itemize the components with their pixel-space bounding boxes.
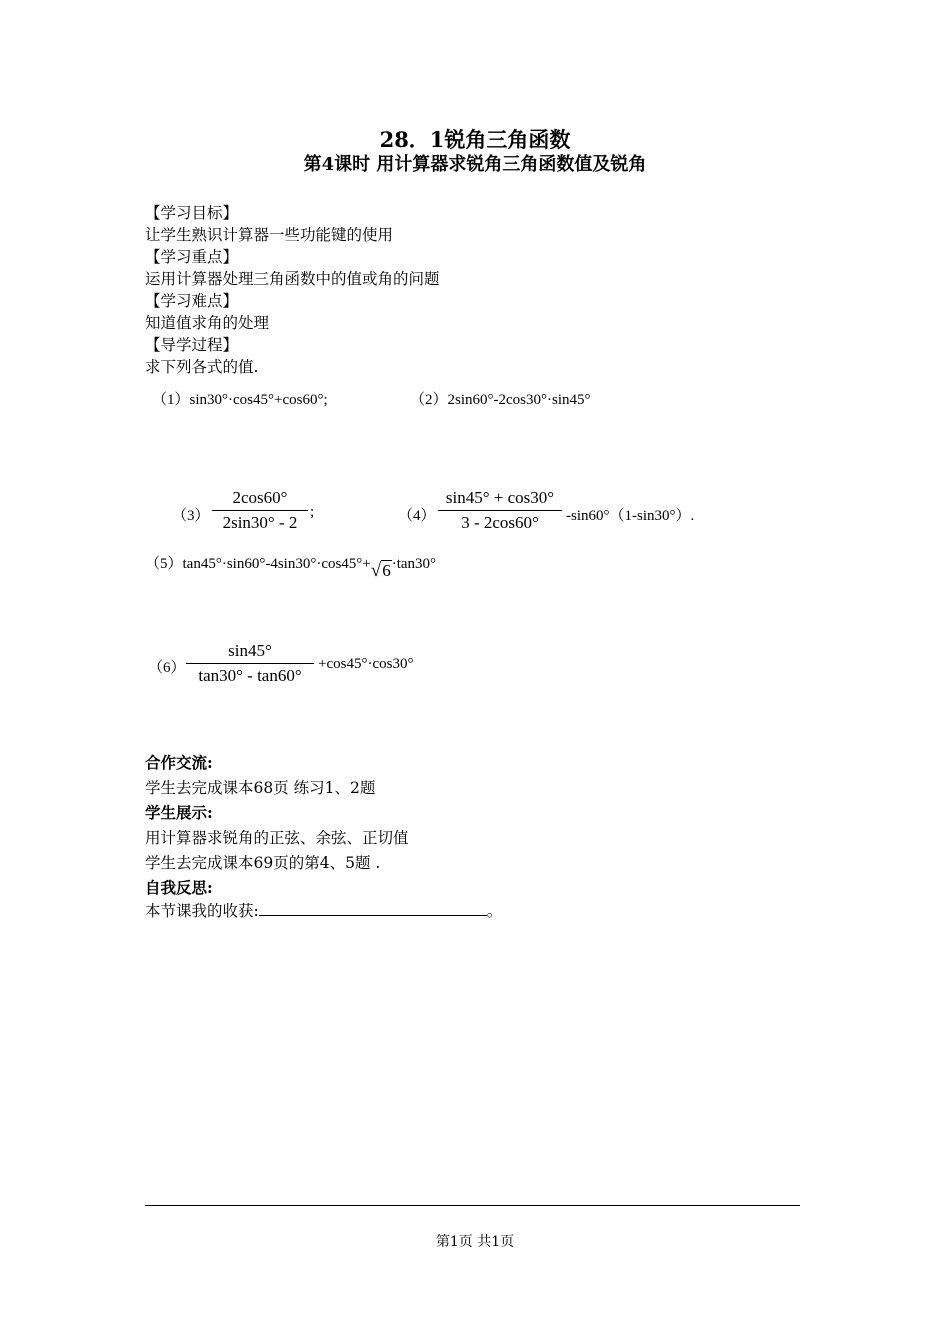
difficulty-text: 知道值求角的处理 <box>145 314 270 332</box>
page-title: 28．1锐角三角函数 <box>379 127 571 152</box>
problem-5-tail: ·tan30° <box>391 556 437 572</box>
answer-blank[interactable] <box>259 901 487 916</box>
problem-5-head: （5）tan45°·sin60°-4sin30°·cos45°+ <box>145 556 371 572</box>
key-text: 运用计算器处理三角函数中的值或角的问题 <box>145 270 440 288</box>
problem-1: （1）sin30°·cos45°+cos60°; <box>152 392 328 408</box>
problem-5 <box>145 552 437 581</box>
problem-3-tail: ; <box>310 504 315 520</box>
problem-6-tail: +cos45°·cos30° <box>318 656 414 672</box>
problem-4-tail: -sin60°（1-sin30°）. <box>566 508 695 524</box>
process-heading: 【导学过程】 <box>145 336 239 354</box>
problem-4-fraction-bar <box>438 510 562 511</box>
goal-text: 让学生熟识计算器一些功能键的使用 <box>145 226 394 244</box>
problem-4-label: （4） <box>398 508 436 524</box>
problem-6-denominator: tan30° - tan60° <box>198 666 302 685</box>
show-text-1: 用计算器求锐角的正弦、余弦、正切值 <box>145 829 409 847</box>
problem-3-fraction-bar <box>212 510 308 511</box>
page-subtitle: 第4课时 用计算器求锐角三角函数值及锐角 <box>303 154 647 175</box>
reflect-text: 本节课我的收获: <box>145 902 259 920</box>
coop-heading: 合作交流: <box>145 753 213 772</box>
page-footer: 第1页 共1页 <box>435 1234 515 1250</box>
show-heading: 学生展示: <box>145 803 213 822</box>
show-text-2: 学生去完成课本69页的第4、5题 . <box>145 854 381 872</box>
problem-6-numerator: sin45° <box>228 641 272 660</box>
problem-6-fraction-bar <box>186 663 314 664</box>
problem-4-numerator: sin45° + cos30° <box>445 488 555 507</box>
coop-text: 学生去完成课本68页 练习1、2题 <box>145 779 376 797</box>
reflect-heading: 自我反思: <box>145 878 213 897</box>
difficulty-heading: 【学习难点】 <box>145 292 239 310</box>
problem-3-denominator: 2sin30° - 2 <box>222 513 298 532</box>
problem-4-denominator: 3 - 2cos60° <box>461 513 539 532</box>
problem-2: （2）2sin60°-2cos30°·sin45° <box>410 392 591 408</box>
key-heading: 【学习重点】 <box>145 248 239 266</box>
problem-6-fraction <box>186 641 314 686</box>
problem-5-radicand: 6 <box>382 561 391 580</box>
process-text: 求下列各式的值. <box>145 358 259 376</box>
problem-3-numerator: 2cos60° <box>232 488 288 507</box>
reflect-line <box>145 899 502 921</box>
footer-divider <box>145 1205 800 1206</box>
problem-3-fraction <box>212 488 308 533</box>
sqrt-symbol: √6 <box>370 560 391 581</box>
problem-3-label: （3） <box>172 508 210 524</box>
reflect-end: 。 <box>486 902 503 920</box>
problem-4-fraction <box>438 488 562 533</box>
problem-6-label: （6） <box>148 660 186 676</box>
goal-heading: 【学习目标】 <box>145 204 239 222</box>
